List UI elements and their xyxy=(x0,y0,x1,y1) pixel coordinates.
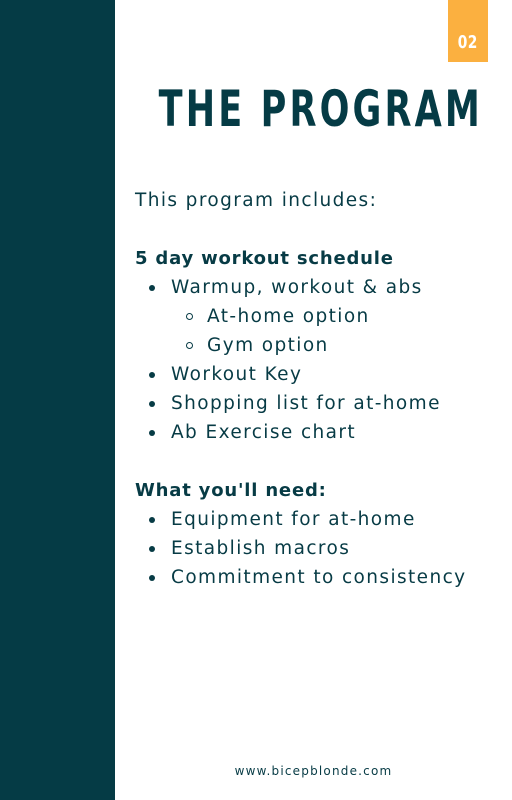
spacer xyxy=(135,447,505,476)
list-item-label: Equipment for at-home xyxy=(171,509,416,530)
bullet-icon xyxy=(149,401,155,407)
bullet-icon xyxy=(149,285,155,291)
section-heading-schedule: 5 day workout schedule xyxy=(135,248,394,269)
list-item xyxy=(135,534,505,563)
list-item xyxy=(135,273,505,360)
list-item xyxy=(135,418,505,447)
list-item-label: Workout Key xyxy=(171,364,303,385)
bullet-icon xyxy=(149,546,155,552)
sub-list-item xyxy=(171,331,505,360)
bullet-icon xyxy=(149,517,155,523)
intro-text: This program includes: xyxy=(135,190,378,211)
sidebar-band xyxy=(0,0,115,800)
list-item xyxy=(135,360,505,389)
page-title: THE PROGRAM xyxy=(158,80,483,138)
list-item-label: Warmup, workout & abs xyxy=(171,277,423,298)
page-number: 02 xyxy=(457,32,478,53)
list-item xyxy=(135,505,505,534)
bullet-icon xyxy=(149,372,155,378)
list-item-label: Commitment to consistency xyxy=(171,567,467,588)
list-item-label: Ab Exercise chart xyxy=(171,422,357,443)
list-item-label: Establish macros xyxy=(171,538,351,559)
list-item xyxy=(135,389,505,418)
sub-list xyxy=(171,302,505,360)
sub-list-item xyxy=(171,302,505,331)
schedule-list xyxy=(135,273,505,447)
page-number-badge xyxy=(448,0,488,62)
hollow-bullet-icon xyxy=(186,342,193,349)
needs-list xyxy=(135,505,505,592)
footer-website: www.bicepblonde.com xyxy=(234,764,393,778)
section-heading-needs: What you'll need: xyxy=(135,480,327,501)
hollow-bullet-icon xyxy=(186,313,193,320)
list-item xyxy=(135,563,505,592)
bullet-icon xyxy=(149,575,155,581)
spacer xyxy=(135,215,505,244)
sub-list-item-label: At-home option xyxy=(207,306,370,327)
bullet-icon xyxy=(149,430,155,436)
list-item-label: Shopping list for at-home xyxy=(171,393,441,414)
content xyxy=(135,186,505,592)
sub-list-item-label: Gym option xyxy=(207,335,329,356)
